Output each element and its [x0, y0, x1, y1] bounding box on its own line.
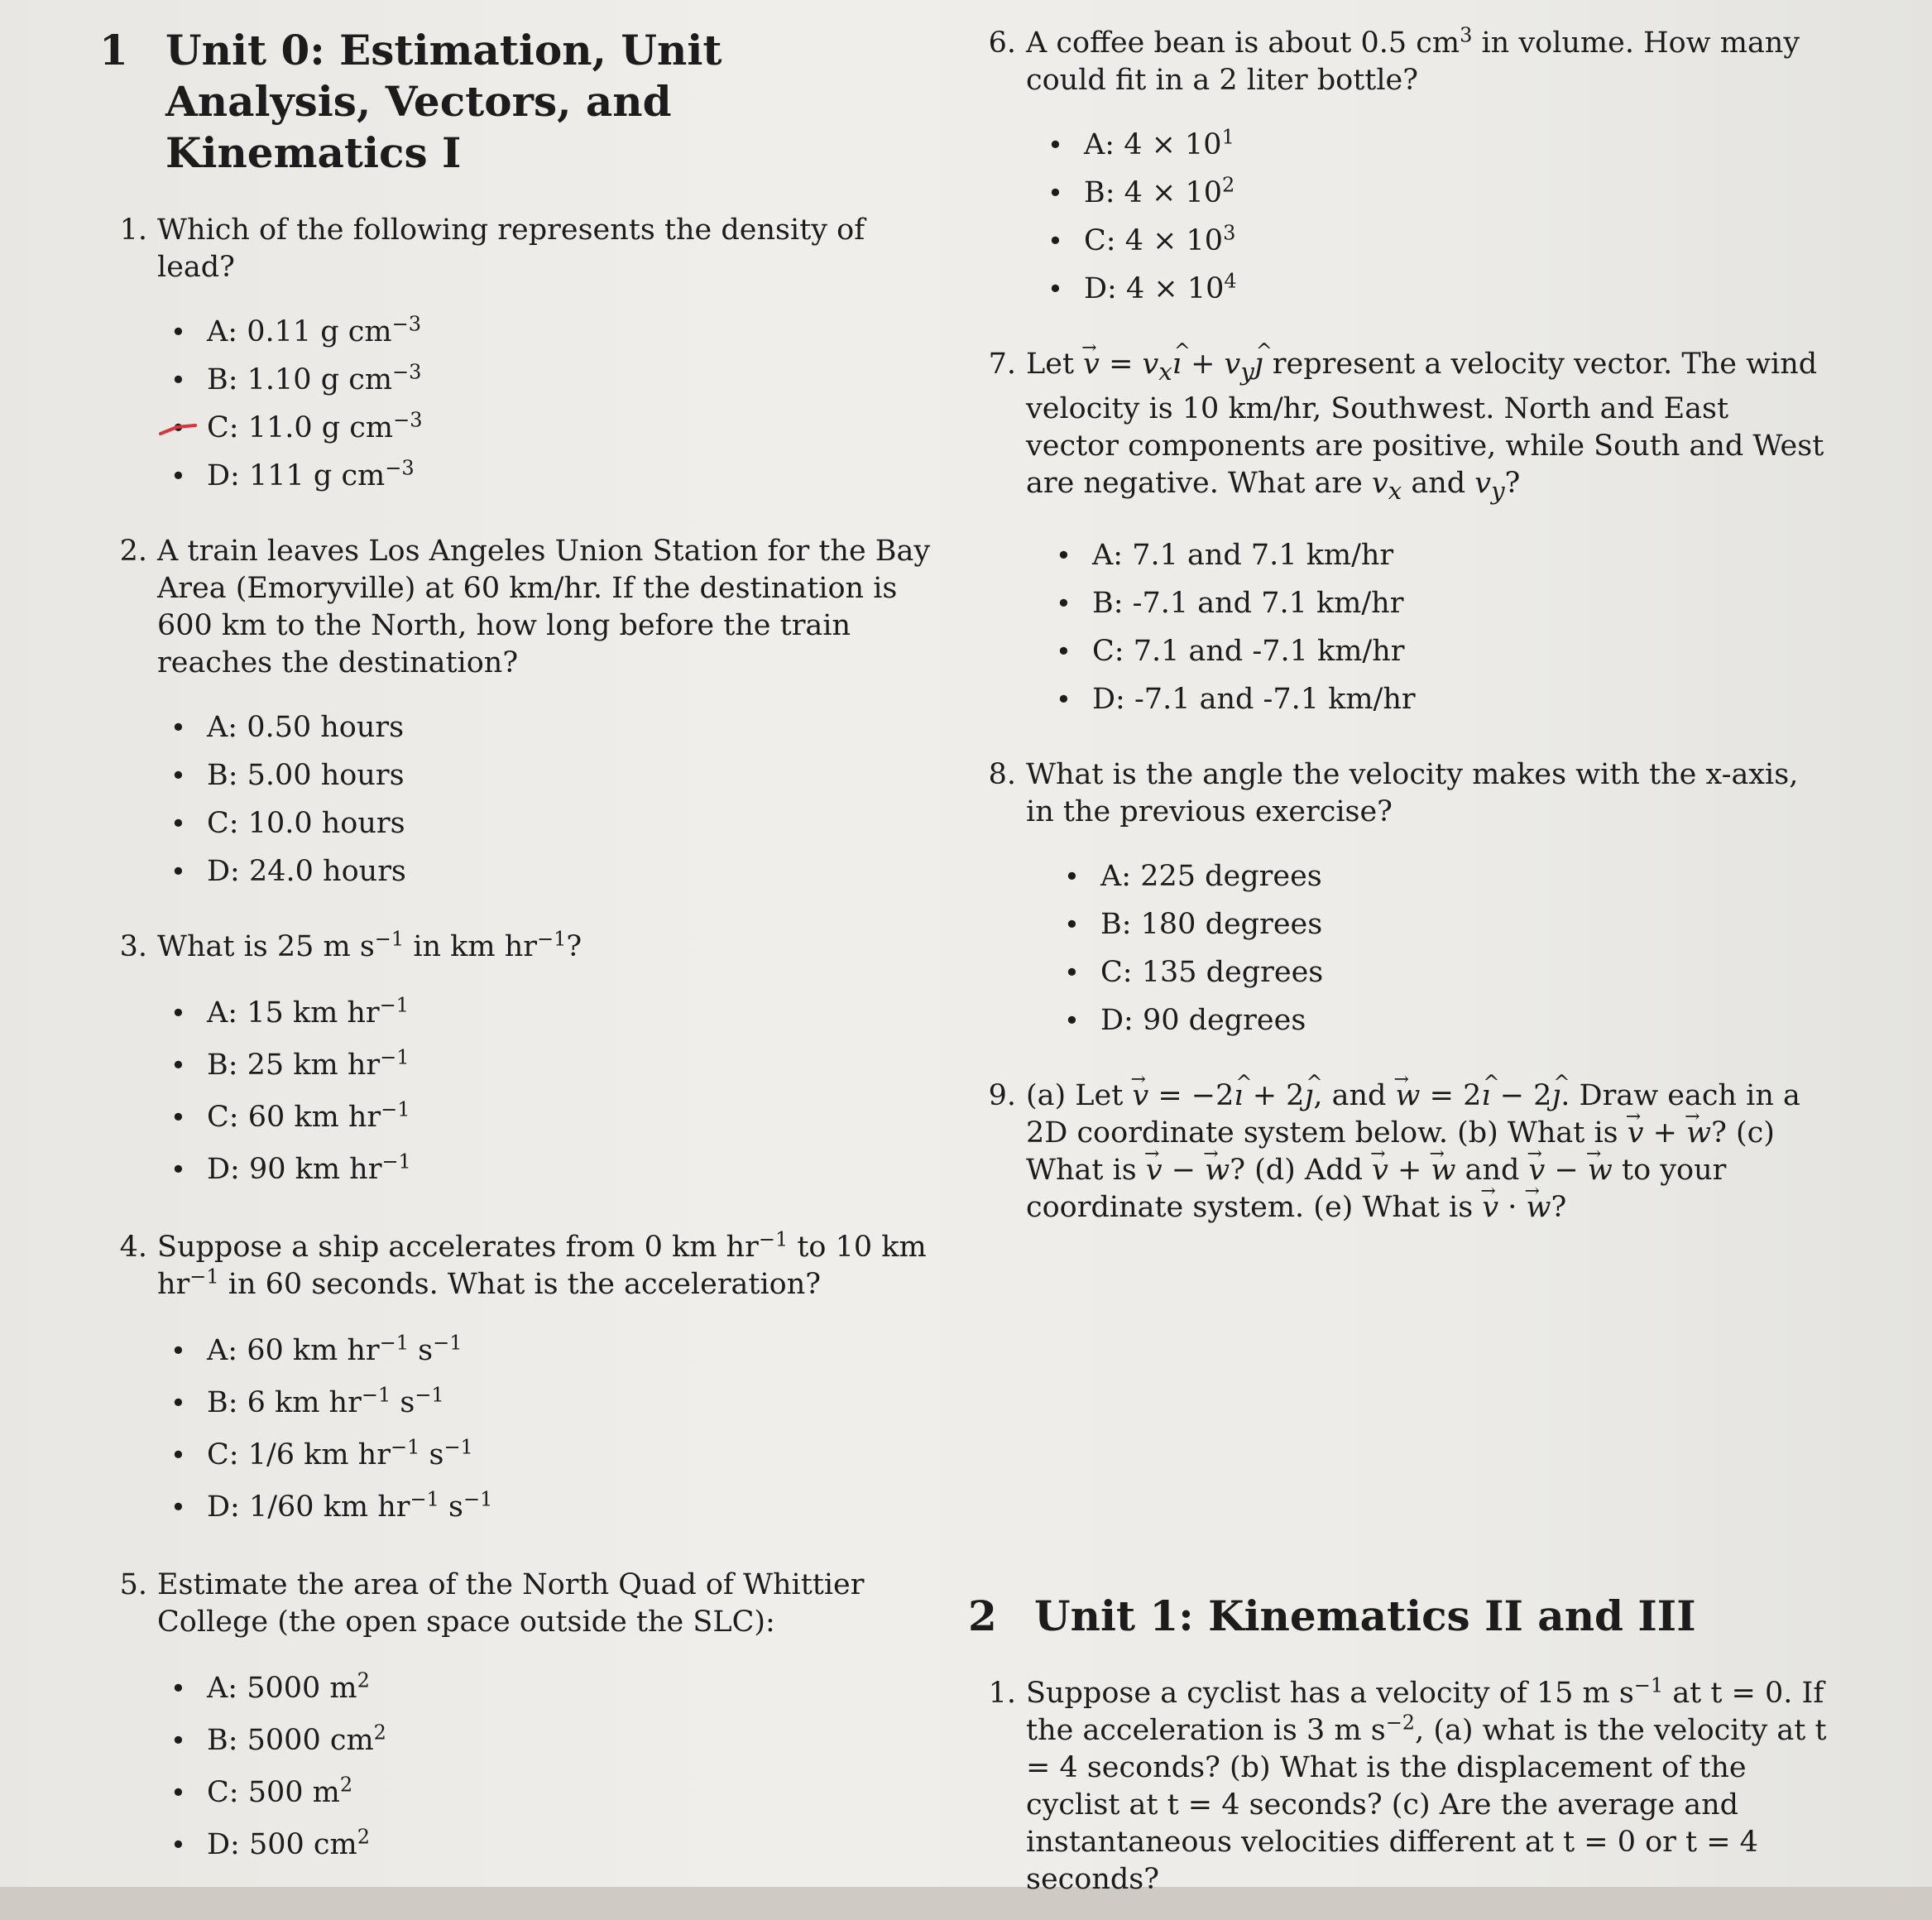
option-d: • D: $4 \times 10^4$	[1084, 265, 1829, 313]
section-unit-1	[968, 1591, 1829, 1642]
option-b: • B: -7.1 and 7.1 km/hr	[1092, 579, 1829, 627]
question-9	[968, 1078, 1829, 1226]
question-text: What is the angle the velocity makes with the x-axis, in the previous exercise?	[1026, 758, 1799, 828]
question-4	[99, 1229, 943, 1303]
question-1-options	[99, 308, 943, 500]
question-number: 1.	[119, 214, 147, 247]
question-number: 2.	[119, 535, 147, 568]
left-column	[99, 25, 943, 1904]
option-d: • D: 500 $cm^2$	[207, 1819, 943, 1871]
option-c: • C: 7.1 and -7.1 km/hr	[1092, 627, 1829, 675]
question-text: (a) Let v → = −2ı ^ + 2ȷ ^, and w → = 2ı ^ − 2ȷ ^. Draw each in a 2D coordinate system below. (b) What is v → + w →? (c) What is v → − w →? (d) Add v → + w → and v → − w → to your coordinate system. (e) What is v → · w →?	[1026, 1078, 1829, 1226]
option-a: • A: $4 \times 10^1$	[1084, 121, 1829, 169]
section-number: 1	[99, 26, 128, 74]
option-b: • B: 1.10 g $cm^{-3}$	[207, 356, 943, 404]
question-text: What is 25 m $s^{-1}$ in km $hr^{-1}$?	[157, 927, 582, 963]
question-text: Suppose a ship accelerates from 0 km $hr^{-1}$ to 10 km $hr^{-1}$ in 60 seconds. What is the acceleration?	[157, 1227, 927, 1301]
question-number: 5.	[119, 1568, 147, 1601]
option-b: • B: 5000 $cm^2$	[207, 1715, 943, 1767]
question-text: A train leaves Los Angeles Union Station for the Bay Area (Emoryville) at 60 km/hr. If the destination is 600 km to the North, how long before the train reaches the destination?	[157, 535, 931, 679]
option-a: • A: 5000 $m^2$	[207, 1663, 943, 1715]
question-5-options	[99, 1663, 943, 1871]
question-7	[968, 346, 1829, 510]
unit1-question-1	[968, 1675, 1829, 1898]
option-d: • D: 111 g $cm^{-3}$	[207, 452, 943, 500]
question-2-options	[99, 703, 943, 895]
question-text: Which of the following represents the density of lead?	[157, 214, 865, 284]
option-d: • D: 90 km $hr^{-1}$	[207, 1144, 943, 1196]
option-b: • B: 5.00 hours	[207, 751, 943, 799]
option-b: • B: 6 km $hr^{-1}$ $s^{-1}$	[207, 1377, 943, 1429]
option-d: • D: 24.0 hours	[207, 847, 943, 895]
option-d: • D: 1/60 km $hr^{-1}$ $s^{-1}$	[207, 1481, 943, 1534]
red-check-mark-icon	[159, 424, 197, 435]
question-2	[99, 533, 943, 682]
option-a: • A: 15 km $hr^{-1}$	[207, 987, 943, 1039]
option-c: • C: $4 \times 10^3$	[1084, 217, 1829, 265]
option-c: • C: 11.0 g $cm^{-3}$	[207, 404, 943, 452]
question-number: 6.	[988, 26, 1016, 60]
question-3	[99, 929, 943, 966]
question-number: 8.	[988, 758, 1016, 791]
question-number: 9.	[988, 1079, 1016, 1112]
section-title: Unit 0: Estimation, Unit Analysis, Vectors, and Kinematics I	[165, 26, 722, 177]
right-column	[968, 25, 1829, 1920]
section-number: 2	[968, 1591, 997, 1640]
option-c: • C: 1/6 km $hr^{-1}$ $s^{-1}$	[207, 1429, 943, 1481]
question-text: A coffee bean is about 0.5 $cm^3$ in volume. How many could fit in a 2 liter bottle?	[1026, 23, 1800, 97]
question-3-options	[99, 987, 943, 1196]
question-5	[99, 1567, 943, 1641]
option-c: • C: 60 km $hr^{-1}$	[207, 1092, 943, 1144]
option-c: • C: 10.0 hours	[207, 799, 943, 847]
question-1	[99, 212, 943, 286]
option-c: • C: 500 $m^2$	[207, 1767, 943, 1819]
option-b: • B: 25 km $hr^{-1}$	[207, 1039, 943, 1092]
section-unit-0	[99, 25, 943, 179]
option-a: • A: 0.50 hours	[207, 703, 943, 751]
question-text: Estimate the area of the North Quad of Whittier College (the open space outside the SLC):	[157, 1568, 865, 1639]
question-number: 1.	[988, 1677, 1016, 1710]
question-8-options	[968, 852, 1829, 1044]
question-6	[968, 25, 1829, 99]
option-a: • A: 0.11 g $cm^{-3}$	[207, 308, 943, 356]
option-b: • B: $4 \times 10^2$	[1084, 169, 1829, 217]
question-number: 3.	[119, 930, 147, 963]
question-6-options	[968, 121, 1829, 313]
option-a: • A: 60 km $hr^{-1}$ $s^{-1}$	[207, 1325, 943, 1377]
section-title: Unit 1: Kinematics II and III	[1034, 1591, 1696, 1640]
question-8	[968, 756, 1829, 831]
option-d: • D: 90 degrees	[1100, 996, 1829, 1044]
question-text: Suppose a cyclist has a velocity of 15 m $s^{-1}$ at t = 0. If the acceleration is 3 m $s^{-2}$, (a) what is the velocity at t = 4 seconds? (b) What is the displacement of the cyclist at t = 4 seconds? (c) Are the average and instantaneous velocities different at t = 0 or t = 4 seconds?	[1026, 1673, 1827, 1896]
question-number: 4.	[119, 1231, 147, 1264]
option-a: • A: 7.1 and 7.1 km/hr	[1092, 531, 1829, 579]
option-a: • A: 225 degrees	[1100, 852, 1829, 900]
option-c: • C: 135 degrees	[1100, 948, 1829, 996]
question-text: Let v → = $v_xı$ ^ + $v_yȷ$ ^ represent a velocity vector. The wind velocity is 10 km/hr, Southwest. North and East vector components are positive, while South and West are negative. What are $v_x$ and $v_y$?	[1026, 346, 1829, 510]
option-d: • D: -7.1 and -7.1 km/hr	[1092, 675, 1829, 723]
option-b: • B: 180 degrees	[1100, 900, 1829, 948]
question-7-options	[968, 531, 1829, 723]
question-number: 7.	[988, 348, 1016, 381]
question-4-options	[99, 1325, 943, 1534]
